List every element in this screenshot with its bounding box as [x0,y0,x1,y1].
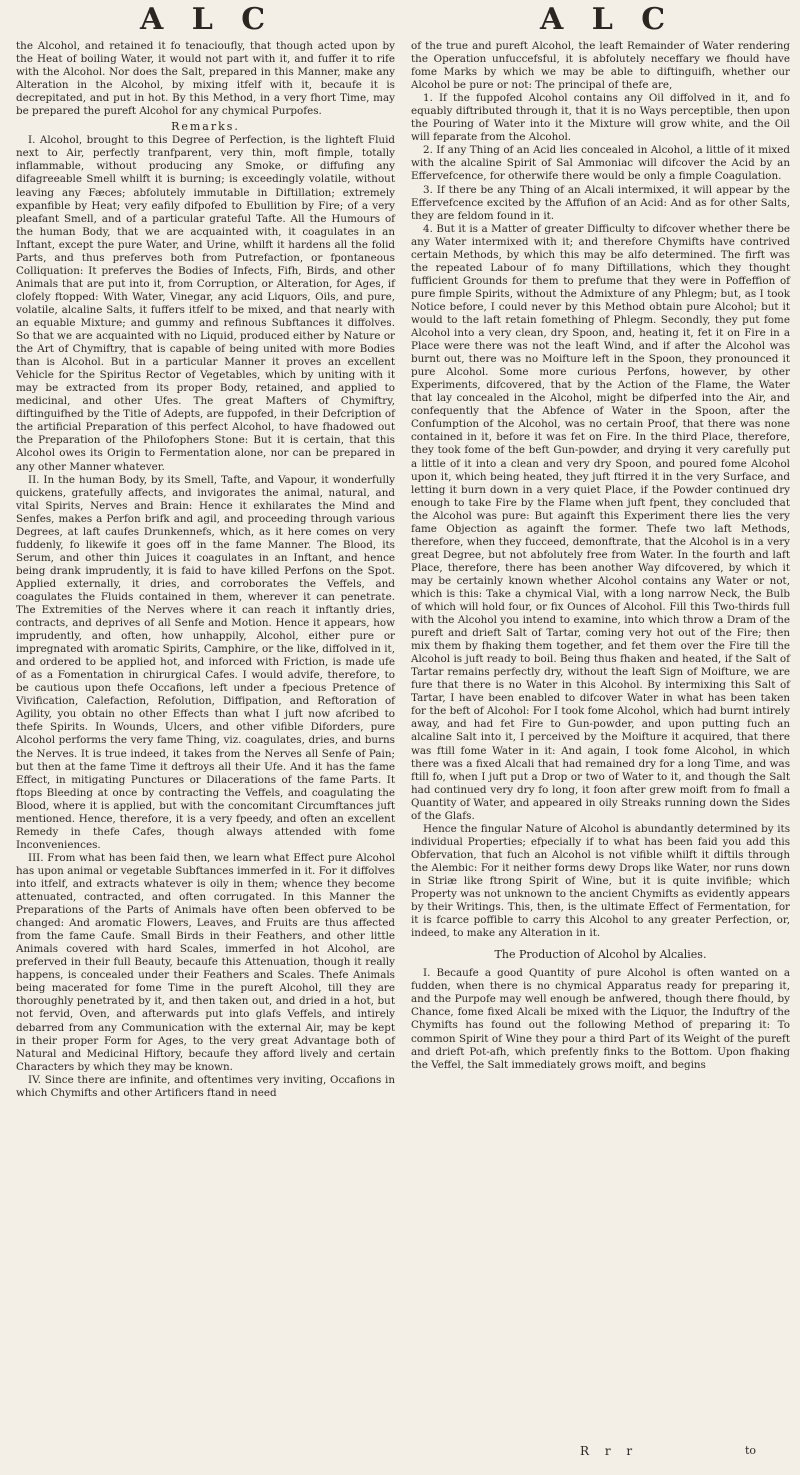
running-head-left: A L C [140,2,275,37]
section-heading-production: The Production of Alcohol by Alcalies. [494,948,707,962]
paragraph: Hence the fingular Nature of Alcohol is abundantly determined by its individual Properties; efpecially if to what has been faid you add this Obfervation, that fuch an Alcohol is not vifible whilft it diftils through the Alembic: For it neither forms dewy Drops like Water, nor runs down in Striæ like ftrong Spirit of Wine, but it is quite invifible; which Property was not unknown to the ancient Chymifts as evidently appears by their Writings. This, then, is the ultimate Effect of Fermentation, for it is fcarce poffible to carry this Alcohol to any greater Perfection, or, indeed, to make any Alteration in it. [411,822,790,940]
paragraph: II. In the human Body, by its Smell, Tafte, and Vapour, it wonderfully quickens, gratefully affects, and invigorates the animal, natural, and vital Spirits, Nerves and Brain: Hence it exhilarates the Mind and Senfes, makes a Perfon brifk and agil, and proceeding through various Degrees, at laft caufes Drunkennefs, which, as it here comes on very fuddenly, fo likewife it goes off in the fame Manner. The Blood, its Serum, and other thin Juices it coagulates in an Inftant, and hence being drank imprudently, it is faid to have killed Perfons on the Spot. Applied externally, it dries, and corroborates the Veffels, and coagulates the Fluids contained in them, wherever it can penetrate. The Extremities of the Nerves where it can reach it inftantly dries, contracts, and deprives of all Senfe and Motion. Hence it appears, how imprudently, and often, how unhappily, Alcohol, either pure or impregnated with aromatic Spirits, Camphire, or the like, diffolved in it, and ordered to be applied hot, and inforced with Friction, is made ufe of as a Fomentation in chirurgical Cafes. I would advife, therefore, to be cautious upon thefe Occafions, left under a fpecious Pretence of Vivification, Calefaction, Refolution, Diffipation, and Reftoration of Agility, you obtain no other Effects than what I juft now afcribed to thefe Spirits. In Wounds, Ulcers, and other vifible Diforders, pure Alcohol performs the very fame Thing, viz. coagulates, dries, and burns the Nerves. It is true indeed, it takes from the Nerves all Senfe of Pain; but then at the fame Time it deftroys all their Ufe. And it has the fame Effect, in mitigating Punctures or Dilacerations of the fame Parts. It ftops Bleeding at once by contracting the Veffels, and coagulating the Blood, where it is applied, but with the concomitant Circumftances juft mentioned. Hence, therefore, it is a very fpeedy, and often an excellent Remedy in thefe Cafes, though always attended with fome Inconveniences. [16,473,395,851]
section-heading-remarks: Remarks. [171,120,240,134]
running-head-right: A L C [540,2,675,37]
paragraph: III. From what has been faid then, we learn what Effect pure Alcohol has upon animal or vegetable Subftances immerfed in it. For it diffolves into itfelf, and extracts whatever is oily in them; whence they become attenuated, contracted, and often corrugated. In this Manner the Preparations of the Parts of Animals have often been obferved to be changed: And aromatic Flowers, Leaves, and Fruits are thus affected from the fame Caufe. Small Birds in their Feathers, and other little Animals covered with hard Scales, immerfed in hot Alcohol, are preferved in their full Beauty, becaufe this Attenuation, though it really happens, is concealed under their Feathers and Scales. Thefe Animals being macerated for fome Time in the pureft Alcohol, till they are thoroughly penetrated by it, and then taken out, and dried in a hot, but not fervid, Oven, and afterwards put into glafs Veffels, and intirely debarred from any Communication with the external Air, may be kept in their proper Form for Ages, to the very great Advantage both of Natural and Medicinal Hiftory, becaufe they afford lively and certain Characters by which they may be known. [16,851,395,1073]
paragraph: of the true and pureft Alcohol, the leaft Remainder of Water rendering the Operation unfuccefsful, it is abfolutely neceffary we fhould have fome Marks by which we may be able to diftinguifh, whether our Alcohol be pure or not: The principal of thefe are, [411,40,790,92]
paragraph: 2. If any Thing of an Acid lies concealed in Alcohol, a little of it mixed with the alcaline Spirit of Sal Ammoniac will difcover the Acid by an Effervefcence, for otherwife there would be only a fimple Coagulation. [411,144,790,183]
paragraph: 3. If there be any Thing of an Alcali intermixed, it will appear by the Effervefcence excited by the Affufion of an Acid: And as for other Salts, they are feldom found in it. [411,183,790,222]
paragraph: I. Alcohol, brought to this Degree of Perfection, is the lighteft Fluid next to Air, perfectly tranfparent, very thin, moft fimple, totally inflammable, without producing any Smoke, or diffufing any difagreeable Smell whilft it is burning; is exceedingly volatile, without leaving any Fæces; abfolutely immutable in Diftillation; extremely expanfible by Heat; very eafily difpofed to Ebullition by Fire; of a very pleafant Smell, and of a particular grateful Tafte. All the Humours of the human Body, that we are acquainted with, it coagulates in an Inftant, except the pure Water, and Urine, whilft it hardens all the folid Parts, and thus preferves both from Putrefaction, or fpontaneous Colliquation: It preferves the Bodies of Infects, Fifh, Birds, and other Animals that are put into it, from Corruption, or Alteration, for Ages, if clofely ftopped: With Water, Vinegar, any acid Liquors, Oils, and pure, volatile, alcaline Salts, it fuffers itfelf to be mixed, and that nearly with an equable Mixture; and gummy and refinous Subftances it diffolves. So that we are acquainted with no Liquid, produced either by Nature or the Art of Chymiftry, that is capable of being united with more Bodies than is Alcohol. But in a particular Manner it proves an excellent Vehicle for the Spiritus Rector of Vegetables, which by uniting with it may be extracted from its proper Body, retained, and applied to medicinal, and other Ufes. The great Mafters of Chymiftry, diftinguifhed by the Title of Adepts, are fuppofed, in their Defcription of the artificial Preparation of this perfect Alcohol, to have fhadowed out the Preparation of the Philofophers Stone: But it is certain, that this Alcohol owes its Origin to Fermentation alone, nor can be prepared in any other Manner whatever. [16,134,395,473]
two-column-body [16,40,790,1100]
paragraph: I. Becaufe a good Quantity of pure Alcohol is often wanted on a fudden, when there is no chymical Apparatus ready for preparing it, and the Purpofe may well enough be anfwered, though there fhould, by Chance, fome fixed Alcali be mixed with the Liquor, the Induftry of the Chymifts has found out the following Method of preparing it: To common Spirit of Wine they pour a third Part of its Weight of the pureft and drieft Pot-afh, which prefently finks to the Bottom. Upon fhaking the Veffel, the Salt immediately grows moift, and begins [411,967,790,1071]
paragraph: the Alcohol, and retained it fo tenacioufly, that though acted upon by the Heat of boiling Water, it would not part with it, and fuffer it to rife with the Alcohol. Nor does the Salt, prepared in this Manner, make any Alteration in the Alcohol, by mixing itfelf with it, becaufe it is decrepitated, and put in hot. By this Method, in a very fhort Time, may be prepared the pureft Alcohol for any chymical Purpofes. [16,40,395,118]
paragraph: 1. If the fuppofed Alcohol contains any Oil diffolved in it, and fo equably diftributed through it, that it is no Ways perceptible, then upon the Pouring of Water into it the Mixture will grow white, and the Oil will feparate from the Alcohol. [411,92,790,144]
right-column [411,40,790,1100]
signature-mark: R r r [580,1444,639,1458]
left-column [16,40,395,1100]
running-head [0,2,800,40]
paragraph: 4. But it is a Matter of greater Difficulty to difcover whether there be any Water intermixed with it; and therefore Chymifts have contrived certain Methods, by which this may be alfo determined. The firft was the repeated Labour of fo many Diftillations, which they thought fufficient Grounds for them to prefume that they were in Poffeffion of pure fimple Spirits, without the Admixture of any Phlegm; but, as I took Notice before, I could never by this Method obtain pure Alcohol; but it would to the laft retain fomething of Phlegm. Secondly, they put fome Alcohol into a very clean, dry Spoon, and, heating it, fet it on Fire in a Place were there was not the leaft Wind, and if after the Alcohol was burnt out, there was no Moifture left in the Spoon, they pronounced it pure Alcohol. Some more curious Perfons, however, by other Experiments, difcovered, that by the Action of the Flame, the Water that lay concealed in the Alcohol, might be difperfed into the Air, and confequently that the Abfence of Water in the Spoon, after the Confumption of the Alcohol, was no certain Proof, that there was none contained in it, before it was fet on Fire. In the third Place, therefore, they took fome of the beft Gun-powder, and drying it very carefully put a little of it into a clean and very dry Spoon, and poured fome Alcohol upon it, which being heated, they juft ftirred it in the very Surface, and letting it burn down in a very quiet Place, if the Powder continued dry enough to take Fire by the Flame when juft fpent, they concluded that the Alcohol was pure: But againft this Experiment there lies the very fame Objection as againft the former. Thefe two laft Methods, therefore, when they fucceed, demonftrate, that the Alcohol is in a very great Degree, but not abfolutely free from Water. In the fourth and laft Place, therefore, there has been another Way difcovered, by which it may be certainly known whether Alcohol contains any Water or not, which is this: Take a chymical Vial, with a long narrow Neck, the Bulb of which will hold four, or fix Ounces of Alcohol. Fill this Two-thirds full with the Alcohol you intend to examine, into which throw a Dram of the pureft and drieft Salt of Tartar, coming very hot out of the Fire; then mix them by fhaking them together, and fet them over the Fire till the Alcohol is juft ready to boil. Being thus fhaken and heated, if the Salt of Tartar remains perfectly dry, without the leaft Sign of Moifture, we are fure that there is no Water in this Alcohol. By intermixing this Salt of Tartar, I have been enabled to difcover Water in what has been taken for the beft of Alcohol: For I took fome Alcohol, which had burnt intirely away, and had fet Fire to Gun-powder, and upon putting fuch an alcaline Salt into it, I perceived by the Moifture it acquired, that there was ftill fome Water in it: And again, I took fome Alcohol, in which there was a fixed Alcali that had remained dry for a long Time, and was ftill fo, when I juft put a Drop or two of Water to it, and though the Salt had continued very dry fo long, it foon after grew moift from fo fmall a Quantity of Water, and appeared in oily Streaks running down the Sides of the Glafs. [411,222,790,822]
catchword: to [745,1444,757,1457]
paragraph: IV. Since there are infinite, and oftentimes very inviting, Occafions in which Chymifts and other Artificers ftand in need [16,1073,395,1099]
